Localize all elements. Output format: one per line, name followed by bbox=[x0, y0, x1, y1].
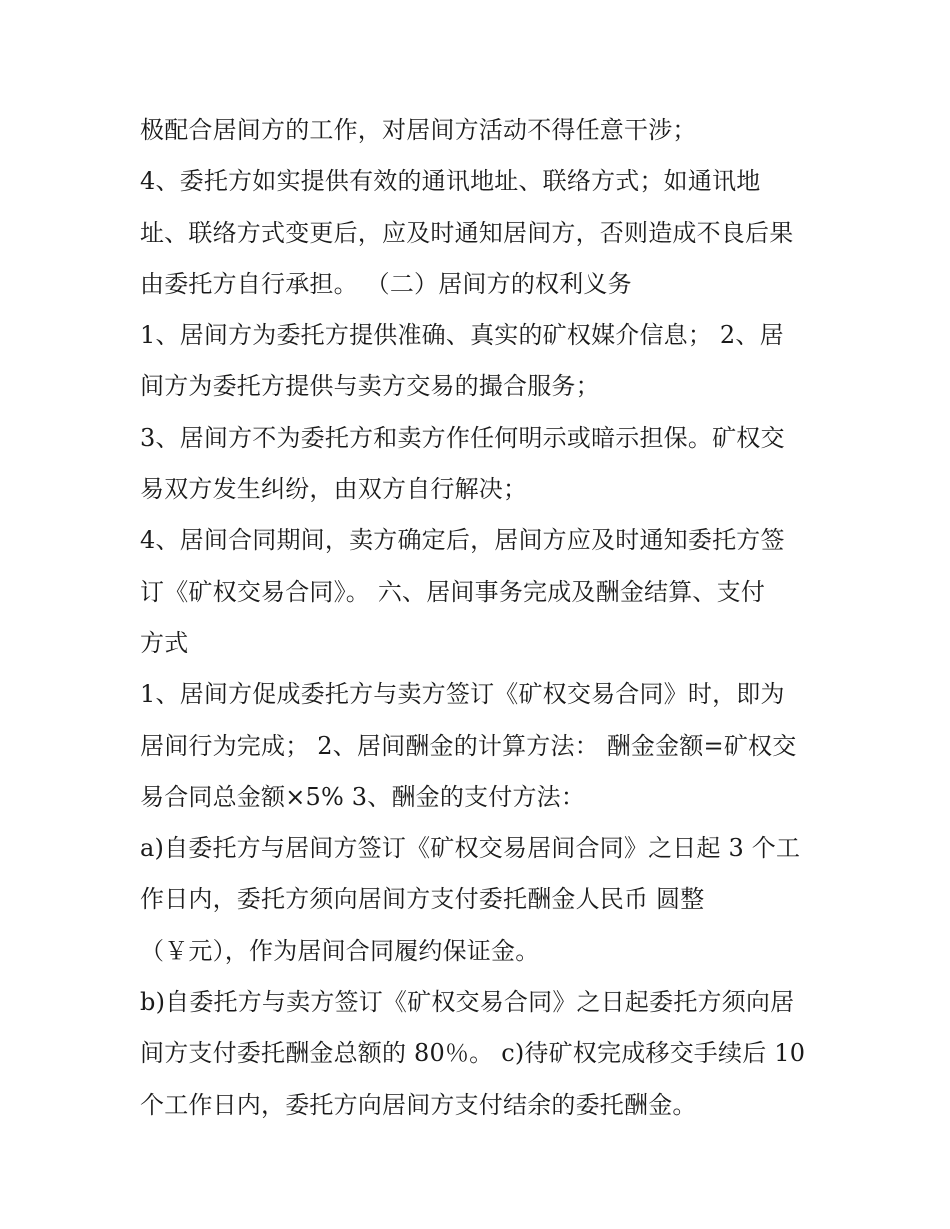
text-line: a)自委托方与居间方签订《矿权交易居间合同》之日起 3 个工 bbox=[140, 834, 801, 863]
text-line: 4、居间合同期间，卖方确定后，居间方应及时通知委托方签 bbox=[140, 526, 785, 555]
text-line: 易双方发生纠纷，由双方自行解决； bbox=[140, 475, 528, 504]
text-line: 订《矿权交易合同》。 六、居间事务完成及酬金结算、支付 bbox=[140, 577, 766, 606]
text-line: 居间行为完成； 2、居间酬金的计算方法： 酬金金额=矿权交 bbox=[140, 731, 797, 760]
text-line: 1、居间方促成委托方与卖方签订《矿权交易合同》时，即为 bbox=[140, 680, 785, 709]
text-line: 1、居间方为委托方提供准确、真实的矿权媒介信息； 2、居 bbox=[140, 321, 784, 350]
text-line: 3、居间方不为委托方和卖方作任何明示或暗示担保。矿权交 bbox=[140, 423, 785, 452]
text-line: 极配合居间方的工作，对居间方活动不得任意干涉； bbox=[140, 116, 697, 144]
text-line: （￥元），作为居间合同履约保证金。 bbox=[140, 936, 540, 965]
text-line: 间方为委托方提供与卖方交易的撮合服务； bbox=[140, 372, 600, 401]
text-line: 由委托方自行承担。 （二）居间方的权利义务 bbox=[140, 269, 632, 298]
document-body bbox=[140, 105, 830, 1131]
text-line: 间方支付委托酬金总额的 80％。 c)待矿权完成移交手续后 10 bbox=[140, 1039, 806, 1068]
text-line: 作日内，委托方须向居间方支付委托酬金人民币 圆整 bbox=[140, 885, 705, 914]
text-line: b)自委托方与卖方签订《矿权交易合同》之日起委托方须向居 bbox=[140, 988, 795, 1017]
text-line: 个工作日内，委托方向居间方支付结余的委托酬金。 bbox=[140, 1090, 697, 1119]
text-line: 方式 bbox=[140, 628, 189, 657]
text-line: 4、委托方如实提供有效的通讯地址、联络方式；如通讯地 bbox=[140, 167, 761, 196]
text-line: 易合同总金额×5% 3、酬金的支付方法： bbox=[140, 782, 586, 811]
text-line: 址、联络方式变更后，应及时通知居间方，否则造成不良后果 bbox=[140, 218, 794, 247]
